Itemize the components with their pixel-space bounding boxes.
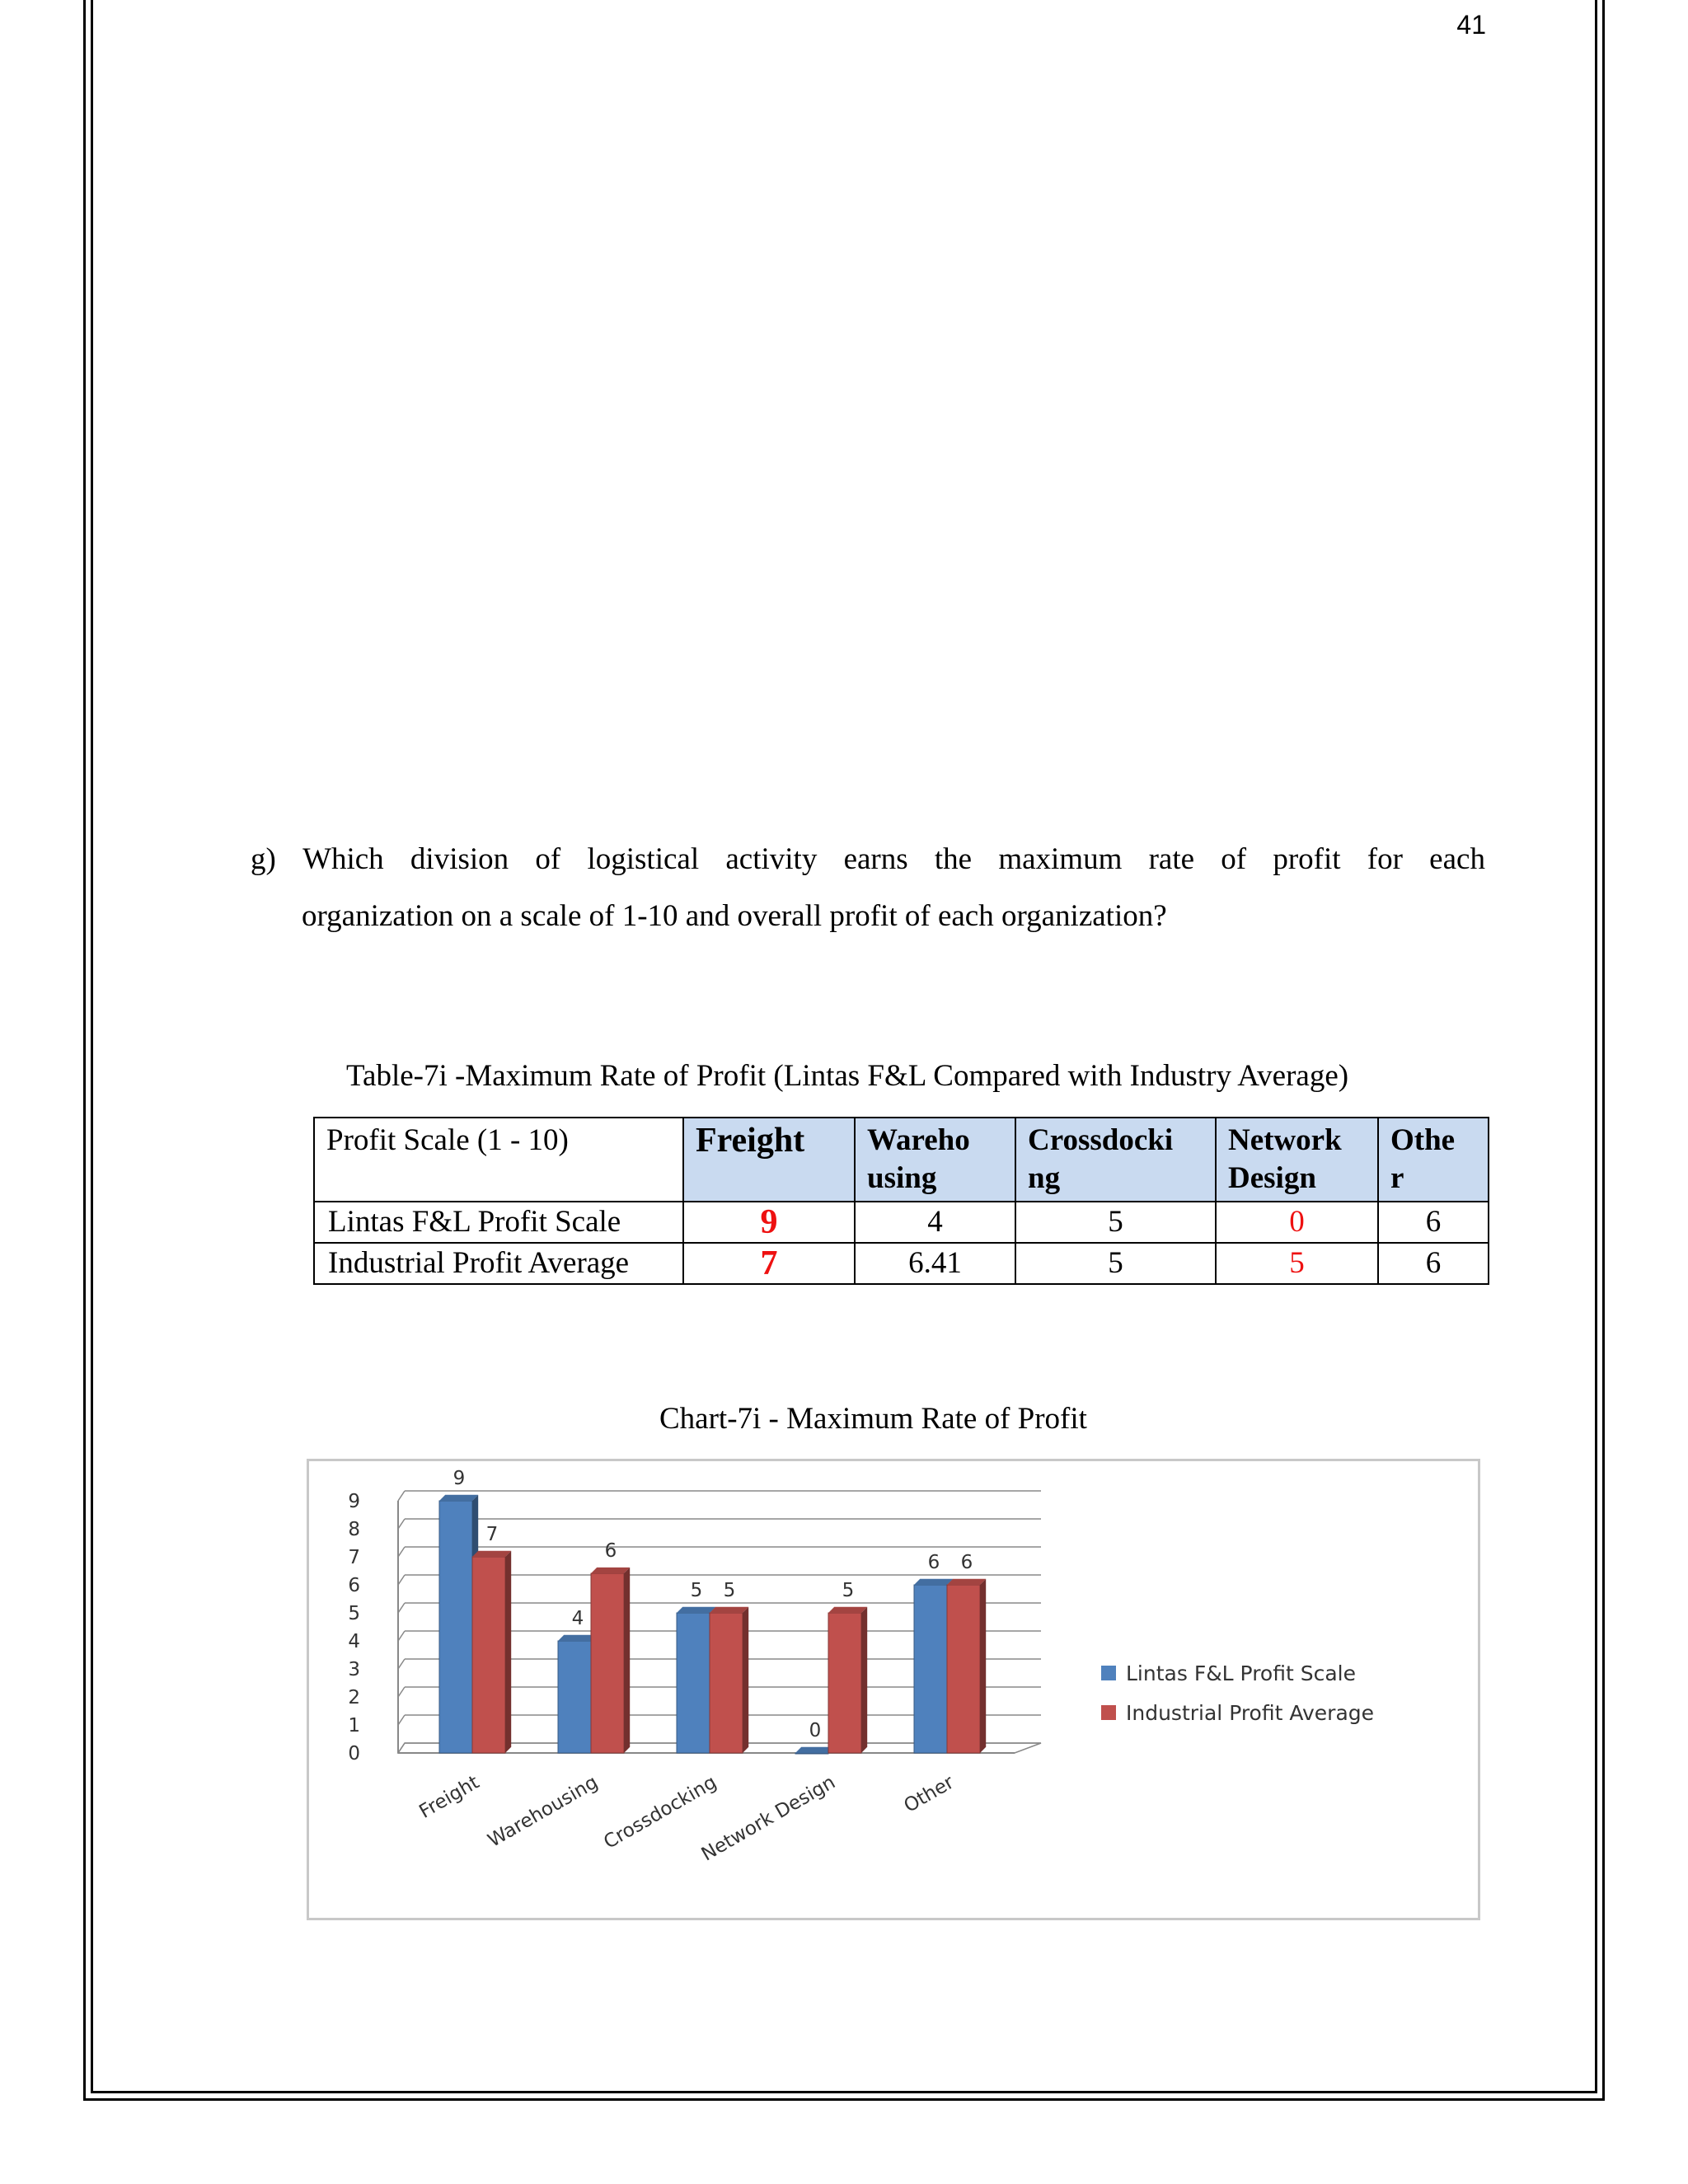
data-label: 6 <box>927 1552 940 1573</box>
side-gridline <box>398 1715 405 1725</box>
cell-warehousing: 6.41 <box>855 1243 1015 1284</box>
legend-item-industrial <box>1101 1693 1374 1732</box>
legend-item-lintas <box>1101 1653 1374 1693</box>
side-gridline <box>398 1603 405 1613</box>
bar-front <box>710 1613 743 1753</box>
question-word: rate <box>1148 842 1195 876</box>
bar-front <box>795 1753 828 1754</box>
x-tick-label: Warehousing <box>484 1771 602 1852</box>
chart-legend <box>1101 1653 1374 1732</box>
bar-front <box>947 1585 980 1753</box>
bar-front <box>472 1557 505 1753</box>
y-tick-label: 1 <box>348 1715 360 1736</box>
bar-top <box>439 1495 478 1501</box>
header-other: Othe r <box>1378 1118 1489 1202</box>
question-word: earns <box>843 842 908 876</box>
cell-freight: 9 <box>683 1202 855 1243</box>
table-row <box>314 1202 1489 1243</box>
bar-side <box>505 1551 511 1753</box>
question-text <box>251 831 1485 944</box>
question-word: the <box>934 842 973 876</box>
bar-front <box>677 1613 710 1753</box>
legend-label: Lintas F&L Profit Scale <box>1126 1661 1356 1685</box>
x-tick-label: Crossdocking <box>600 1771 720 1854</box>
table-caption: Table-7i -Maximum Rate of Profit (Lintas F&L Compared with Industry Average) <box>346 1059 1349 1093</box>
bar-front <box>558 1641 591 1753</box>
question-word: maximum <box>998 842 1123 876</box>
y-tick-label: 9 <box>348 1491 360 1512</box>
y-tick-label: 6 <box>348 1575 360 1596</box>
cell-other: 6 <box>1378 1243 1489 1284</box>
bar-side <box>861 1607 867 1753</box>
x-tick-label: Freight <box>415 1771 483 1823</box>
side-gridline <box>398 1631 405 1641</box>
bar-side <box>624 1568 630 1753</box>
y-tick-label: 4 <box>348 1631 360 1652</box>
cell-freight: 7 <box>683 1243 855 1284</box>
header-network-design: Network Design <box>1216 1118 1378 1202</box>
cell-crossdocking: 5 <box>1015 1243 1216 1284</box>
side-gridline <box>398 1687 405 1697</box>
header-warehousing: Wareho using <box>855 1118 1015 1202</box>
side-gridline <box>398 1659 405 1669</box>
page-number: 41 <box>1456 10 1486 40</box>
x-tick-label: Other <box>900 1771 958 1817</box>
cell-warehousing: 4 <box>855 1202 1015 1243</box>
header-profit-scale: Profit Scale (1 - 10) <box>314 1118 683 1202</box>
bar-top <box>472 1551 511 1557</box>
legend-swatch-blue <box>1101 1666 1116 1680</box>
data-label: 5 <box>723 1580 736 1601</box>
bar-top <box>591 1568 630 1573</box>
bar-front <box>439 1501 472 1753</box>
data-label: 5 <box>690 1580 703 1601</box>
header-freight: Freight <box>683 1118 855 1202</box>
bar-top <box>828 1607 867 1613</box>
data-label: 6 <box>960 1552 973 1573</box>
question-word: for <box>1367 842 1403 876</box>
question-line-2: organization on a scale of 1-10 and overall profit of each organization? <box>302 899 1167 933</box>
side-gridline <box>398 1519 405 1529</box>
question-word: of <box>1221 842 1247 876</box>
bar-front <box>591 1573 624 1753</box>
data-label: 6 <box>604 1540 617 1563</box>
header-crossdocking: Crossdocki ng <box>1015 1118 1216 1202</box>
bar-top <box>914 1579 953 1585</box>
data-label: 4 <box>571 1608 584 1629</box>
table-row <box>314 1243 1489 1284</box>
bar-front <box>828 1613 861 1753</box>
legend-swatch-red <box>1101 1705 1116 1720</box>
bar-top <box>947 1579 986 1585</box>
side-gridline <box>398 1547 405 1557</box>
y-tick-label: 5 <box>348 1603 360 1624</box>
question-word: division <box>410 842 509 876</box>
question-word: activity <box>725 842 818 876</box>
chart-title: Chart-7i - Maximum Rate of Profit <box>659 1402 1087 1436</box>
data-label: 7 <box>485 1524 499 1545</box>
question-word: each <box>1429 842 1485 876</box>
legend-label: Industrial Profit Average <box>1126 1700 1375 1725</box>
y-tick-label: 8 <box>348 1519 360 1540</box>
row-label: Lintas F&L Profit Scale <box>314 1202 683 1243</box>
bar-front <box>914 1585 947 1753</box>
question-word: of <box>535 842 561 876</box>
question-line-1 <box>251 831 1485 888</box>
bar-top <box>677 1607 715 1613</box>
row-label: Industrial Profit Average <box>314 1243 683 1284</box>
cell-network-design: 0 <box>1216 1202 1378 1243</box>
question-word: profit <box>1273 842 1341 876</box>
bar-side <box>980 1579 986 1753</box>
profit-table <box>313 1117 1489 1285</box>
side-gridline <box>398 1491 405 1501</box>
y-tick-label: 2 <box>348 1687 360 1708</box>
x-tick-label: Network Design <box>697 1771 839 1866</box>
data-label: 9 <box>452 1468 466 1489</box>
question-word: Which <box>302 842 384 876</box>
data-label: 0 <box>809 1720 822 1741</box>
y-tick-label: 0 <box>348 1743 360 1765</box>
side-gridline <box>398 1575 405 1585</box>
table-header-row <box>314 1118 1489 1202</box>
cell-network-design: 5 <box>1216 1243 1378 1284</box>
y-tick-label: 7 <box>348 1547 360 1568</box>
question-word: logistical <box>587 842 700 876</box>
cell-other: 6 <box>1378 1202 1489 1243</box>
y-tick-label: 3 <box>348 1659 360 1680</box>
bar-top <box>710 1607 748 1613</box>
data-label: 5 <box>842 1580 855 1601</box>
bar-side <box>743 1607 748 1753</box>
cell-crossdocking: 5 <box>1015 1202 1216 1243</box>
question-word: g) <box>251 842 276 876</box>
